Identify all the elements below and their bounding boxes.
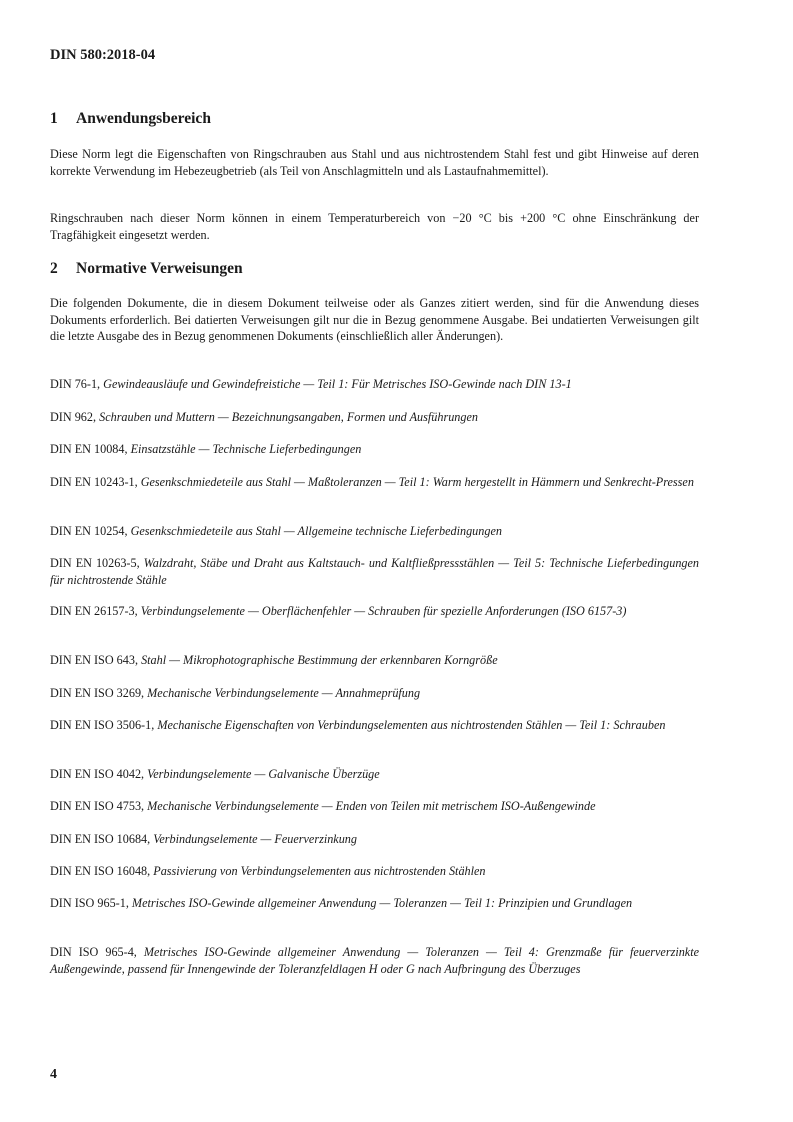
- reference-item: [50, 441, 699, 458]
- document-id: DIN 580:2018-04: [50, 47, 156, 63]
- section-2-heading: [50, 260, 243, 278]
- reference-title: Metrisches ISO-Gewinde allgemeiner Anwendung — Toleranzen — Teil 4: Grenzmaße für feuerverzinkte Außengewinde, passend für Innengewinde der Toleranzfeldlagen H oder G nach Aufbringung des Überzuges: [50, 945, 700, 976]
- reference-code: DIN EN ISO 3506-1,: [50, 718, 155, 732]
- reference-code: DIN 76-1,: [50, 377, 101, 391]
- section-number: 2: [50, 260, 58, 277]
- reference-item: [50, 798, 699, 815]
- reference-code: DIN EN ISO 16048,: [50, 864, 151, 878]
- reference-code: DIN EN ISO 4042,: [50, 767, 145, 781]
- reference-item: [50, 652, 699, 669]
- reference-item: [50, 863, 699, 880]
- reference-code: DIN EN ISO 10684,: [50, 832, 151, 846]
- reference-code: DIN EN 10254,: [50, 524, 128, 538]
- reference-item: [50, 555, 699, 588]
- reference-code: DIN ISO 965-4,: [50, 945, 137, 959]
- reference-item: [50, 895, 699, 912]
- reference-title: Mechanische Eigenschaften von Verbindungselementen aus nichtrostenden Stählen — Teil 1: Schrauben: [157, 718, 666, 732]
- reference-code: DIN EN 26157-3,: [50, 604, 138, 618]
- reference-title: Verbindungselemente — Oberflächenfehler — Schrauben für spezielle Anforderungen (ISO 6157-3): [140, 604, 627, 618]
- reference-item: [50, 409, 699, 426]
- reference-title: Mechanische Verbindungselemente — Annahmeprüfung: [147, 686, 421, 700]
- section-title: Anwendungsbereich: [76, 110, 211, 127]
- paragraph: Die folgenden Dokumente, die in diesem Dokument teilweise oder als Ganzes zitiert werden, sind für die Anwendung dieses Dokuments erforderlich. Bei datierten Verweisungen gilt nur die in Bezug genommene Ausgabe. Bei undatierten Verweisungen gilt die letzte Ausgabe des in Bezug genommenen Dokuments (einschließlich aller Änderungen).: [50, 296, 699, 343]
- section-title: Normative Verweisungen: [76, 260, 243, 277]
- reference-item: [50, 523, 699, 540]
- reference-title: Gesenkschmiedeteile aus Stahl — Allgemeine technische Lieferbedingungen: [130, 524, 502, 538]
- reference-title: Passivierung von Verbindungselementen aus nichtrostenden Stählen: [153, 864, 486, 878]
- reference-title: Gesenkschmiedeteile aus Stahl — Maßtoleranzen — Teil 1: Warm hergestellt in Hämmern und Senkrecht-Pressen: [140, 475, 694, 489]
- reference-title: Stahl — Mikrophotographische Bestimmung der erkennbaren Korngröße: [141, 653, 498, 667]
- section-1-heading: [50, 110, 211, 128]
- section-number: 1: [50, 110, 58, 127]
- reference-title: Gewindeausläufe und Gewindefreistiche — Teil 1: Für Metrisches ISO-Gewinde nach DIN 13-1: [103, 377, 572, 391]
- reference-code: DIN 962,: [50, 410, 97, 424]
- reference-item: [50, 766, 699, 783]
- reference-item: [50, 717, 699, 734]
- reference-title: Walzdraht, Stäbe und Draht aus Kaltstauch- und Kaltfließpressstählen — Teil 5: Technische Lieferbedingungen für nichtrostende Stähle: [50, 556, 700, 587]
- reference-code: DIN EN 10263-5,: [50, 556, 140, 570]
- reference-item: [50, 474, 699, 491]
- reference-item: [50, 831, 699, 848]
- reference-code: DIN EN ISO 4753,: [50, 799, 145, 813]
- reference-code: DIN EN ISO 643,: [50, 653, 139, 667]
- paragraph: Ringschrauben nach dieser Norm können in einem Temperaturbereich von −20 °C bis +200 °C ohne Einschränkung der Tragfähigkeit eingesetzt werden.: [50, 211, 699, 242]
- reference-title: Mechanische Verbindungselemente — Enden von Teilen mit metrischem ISO-Außengewinde: [147, 799, 596, 813]
- reference-item: [50, 376, 699, 393]
- page-number: 4: [50, 1067, 57, 1082]
- reference-item: [50, 944, 699, 977]
- reference-code: DIN EN ISO 3269,: [50, 686, 145, 700]
- reference-title: Verbindungselemente — Galvanische Überzüge: [147, 767, 380, 781]
- reference-code: DIN EN 10084,: [50, 442, 128, 456]
- reference-title: Verbindungselemente — Feuerverzinkung: [153, 832, 357, 846]
- reference-title: Metrisches ISO-Gewinde allgemeiner Anwendung — Toleranzen — Teil 1: Prinzipien und Grundlagen: [131, 896, 633, 910]
- reference-title: Einsatzstähle — Technische Lieferbedingungen: [130, 442, 362, 456]
- reference-title: Schrauben und Muttern — Bezeichnungsangaben, Formen und Ausführungen: [99, 410, 478, 424]
- reference-code: DIN EN 10243-1,: [50, 475, 138, 489]
- reference-item: [50, 603, 699, 620]
- reference-item: [50, 685, 699, 702]
- reference-code: DIN ISO 965-1,: [50, 896, 129, 910]
- paragraph: Diese Norm legt die Eigenschaften von Ringschrauben aus Stahl und aus nichtrostendem Stahl fest und gibt Hinweise auf deren korrekte Verwendung im Hebezeugbetrieb (als Teil von Anschlagmitteln und als Lastaufnahmemittel).: [50, 147, 699, 178]
